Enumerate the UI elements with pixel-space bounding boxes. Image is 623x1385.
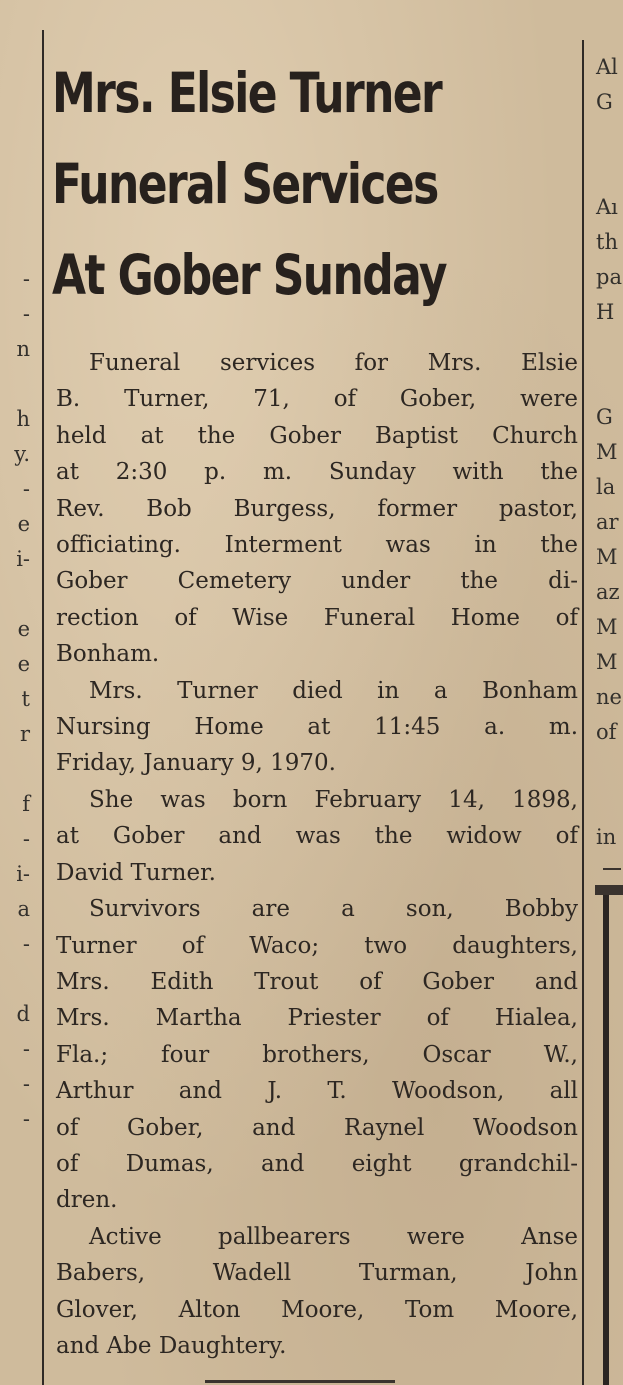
right-column-fragment bbox=[596, 365, 623, 400]
article-line: Mrs. Martha Priester of Hialea, bbox=[56, 1005, 578, 1032]
right-column-fragment: ne bbox=[596, 685, 622, 709]
right-column-fragment bbox=[596, 155, 623, 190]
right-column-fragment bbox=[596, 120, 623, 155]
left-column-fragment: a bbox=[17, 897, 30, 921]
left-column-fragment: i- bbox=[16, 547, 30, 571]
column-rule-left bbox=[42, 30, 44, 1385]
article-line: Nursing Home at 11:45 a. m. bbox=[56, 714, 578, 741]
right-column-fragment: M bbox=[596, 650, 618, 674]
left-column-fragment: t bbox=[21, 687, 30, 711]
headline-line: Funeral Services bbox=[52, 152, 438, 216]
right-column-fragment: pa bbox=[596, 265, 622, 289]
article-line: officiating. Interment was in the bbox=[56, 532, 578, 559]
left-column-fragment: - bbox=[22, 1107, 30, 1131]
left-column-fragment bbox=[0, 962, 30, 997]
left-column-fragment: e bbox=[17, 617, 30, 641]
article-line: Friday, January 9, 1970. bbox=[56, 750, 336, 777]
left-column-fragments bbox=[0, 262, 30, 1137]
article-line: She was born February 14, 1898, bbox=[89, 786, 578, 813]
left-column-fragment: - bbox=[22, 1037, 30, 1061]
left-column-fragment: - bbox=[22, 267, 30, 291]
right-column-fragment bbox=[596, 750, 623, 785]
article-line: Mrs. Turner died in a Bonham bbox=[89, 677, 578, 704]
right-column-fragment: G bbox=[596, 405, 613, 429]
right-column-fragment: M bbox=[596, 545, 618, 569]
bottom-rule bbox=[205, 1380, 395, 1383]
column-rule-far bbox=[603, 895, 609, 1385]
left-column-fragment bbox=[0, 367, 30, 402]
article-line: held at the Gober Baptist Church bbox=[56, 422, 578, 449]
left-column-fragment: n bbox=[16, 337, 30, 361]
article-line: Babers, Wadell Turman, John bbox=[56, 1260, 578, 1287]
left-column-fragment: e bbox=[17, 652, 30, 676]
left-column-fragment: d bbox=[16, 1002, 30, 1026]
article-line: B. Turner, 71, of Gober, were bbox=[56, 386, 578, 413]
right-column-fragment: of bbox=[596, 720, 617, 744]
left-column-fragment: - bbox=[22, 302, 30, 326]
left-column-fragment: - bbox=[22, 477, 30, 501]
article-line: and Abe Daughtery. bbox=[56, 1332, 287, 1359]
article-line: rection of Wise Funeral Home of bbox=[56, 604, 578, 631]
left-column-fragment: h bbox=[16, 407, 30, 431]
right-column-fragment: M bbox=[596, 615, 618, 639]
right-column-fragment bbox=[596, 330, 623, 365]
right-column-fragment: H bbox=[596, 300, 615, 324]
article-paragraph bbox=[56, 782, 578, 891]
article-line: Rev. Bob Burgess, former pastor, bbox=[56, 495, 578, 522]
article-line: Arthur and J. T. Woodson, all bbox=[56, 1078, 578, 1105]
article-body bbox=[56, 345, 578, 1364]
article-line: at Gober and was the widow of bbox=[56, 823, 578, 850]
column-dash bbox=[603, 868, 621, 870]
article-line: Turner of Waco; two daughters, bbox=[56, 932, 578, 959]
column-rule-cap bbox=[595, 885, 623, 895]
right-column-fragment: az bbox=[596, 580, 620, 604]
column-rule-right bbox=[582, 40, 584, 1385]
headline bbox=[52, 48, 472, 321]
article-paragraph bbox=[56, 345, 578, 673]
article-line: dren. bbox=[56, 1187, 118, 1214]
right-column-fragments bbox=[596, 50, 623, 855]
right-column-fragment: G bbox=[596, 90, 613, 114]
article-paragraph bbox=[56, 673, 578, 782]
article-line: Fla.; four brothers, Oscar W., bbox=[56, 1041, 578, 1068]
article-line: Mrs. Edith Trout of Gober and bbox=[56, 968, 578, 995]
left-column-fragment: - bbox=[22, 827, 30, 851]
left-column-fragment: e bbox=[17, 512, 30, 536]
article-line: Funeral services for Mrs. Elsie bbox=[89, 350, 578, 376]
article-line: David Turner. bbox=[56, 859, 216, 886]
right-column-fragment: Aı bbox=[596, 195, 618, 219]
left-column-fragment: - bbox=[22, 932, 30, 956]
article-line: Glover, Alton Moore, Tom Moore, bbox=[56, 1296, 578, 1323]
right-column-fragment: ar bbox=[596, 510, 619, 534]
left-column-fragment: - bbox=[22, 1072, 30, 1096]
right-column-fragment bbox=[596, 785, 623, 820]
headline-line: At Gober Sunday bbox=[52, 243, 446, 307]
left-column-fragment bbox=[0, 577, 30, 612]
article-paragraph bbox=[56, 891, 578, 1219]
article-paragraph bbox=[56, 1219, 578, 1365]
headline-line: Mrs. Elsie Turner bbox=[52, 61, 442, 125]
right-column-fragment: M bbox=[596, 440, 618, 464]
left-column-fragment: f bbox=[22, 792, 30, 816]
article-line: Active pallbearers were Anse bbox=[89, 1223, 578, 1250]
right-column-fragment: th bbox=[596, 230, 618, 254]
article-line: of Gober, and Raynel Woodson bbox=[56, 1114, 578, 1141]
article-line: at 2:30 p. m. Sunday with the bbox=[56, 459, 578, 486]
article-line: of Dumas, and eight grandchil- bbox=[56, 1150, 578, 1177]
article-line: Survivors are a son, Bobby bbox=[89, 896, 578, 923]
left-column-fragment: r bbox=[19, 722, 30, 746]
article-line: Bonham. bbox=[56, 641, 160, 668]
right-column-fragment: in bbox=[596, 825, 617, 849]
left-column-fragment: i- bbox=[16, 862, 30, 886]
left-column-fragment: y. bbox=[14, 442, 30, 466]
right-column-fragment: la bbox=[596, 475, 616, 499]
left-column-fragment bbox=[0, 752, 30, 787]
right-column-fragment: Al bbox=[596, 55, 618, 79]
article-line: Gober Cemetery under the di- bbox=[56, 568, 578, 595]
